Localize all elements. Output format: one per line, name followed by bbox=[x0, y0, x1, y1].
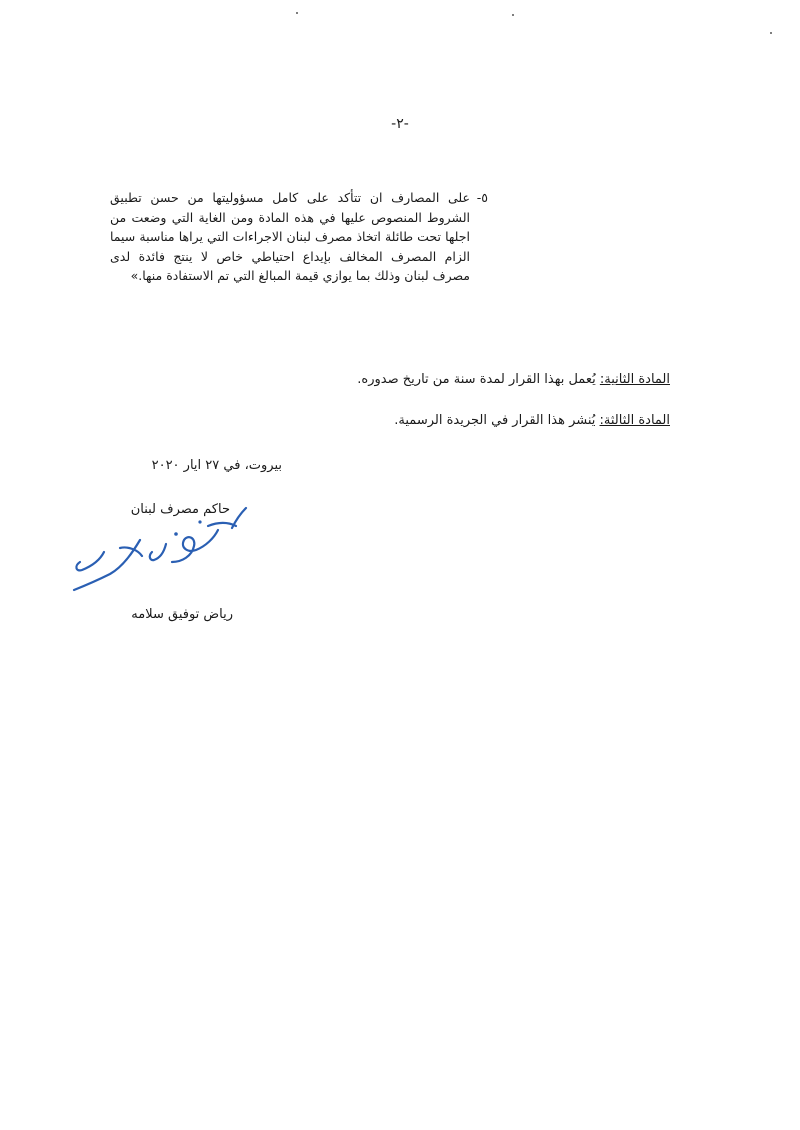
article-three-text: يُنشر هذا القرار في الجريدة الرسمية. bbox=[394, 413, 596, 428]
article-three bbox=[394, 413, 670, 428]
page-number: -٢- bbox=[391, 116, 409, 132]
article-three-label: المادة الثالثة: bbox=[599, 413, 670, 428]
article-two bbox=[357, 372, 670, 387]
signer-name: رياض توفيق سلامه bbox=[131, 607, 233, 622]
handwritten-signature bbox=[68, 500, 258, 600]
scan-speck bbox=[770, 32, 772, 34]
clause-marker: ٥- bbox=[476, 190, 488, 205]
article-two-label: المادة الثانية: bbox=[599, 372, 670, 387]
dateline: بيروت، في ٢٧ ايار ٢٠٢٠ bbox=[151, 458, 282, 473]
article-two-text: يُعمل بهذا القرار لمدة سنة من تاريخ صدوره. bbox=[357, 372, 596, 387]
clause-item-5 bbox=[110, 188, 488, 286]
scan-speck bbox=[512, 14, 514, 16]
signer-title: حاكم مصرف لبنان bbox=[130, 502, 230, 517]
scan-speck bbox=[296, 12, 298, 14]
clause-text: على المصارف ان تتأكد على كامل مسؤوليتها من حسن تطبيق الشروط المنصوص عليها في هذه المادة ومن الغاية التي وضعت من اجلها تحت طائلة اتخاذ مصرف لبنان الاجراءات التي يراها مناسبة سيما الزام المصرف المخالف بإيداع احتياطي خاص لا ينتج فائدة لدى مصرف لبنان وذلك بما يوازي قيمة المبالغ التي تم الاستفادة منها.» bbox=[110, 190, 470, 283]
